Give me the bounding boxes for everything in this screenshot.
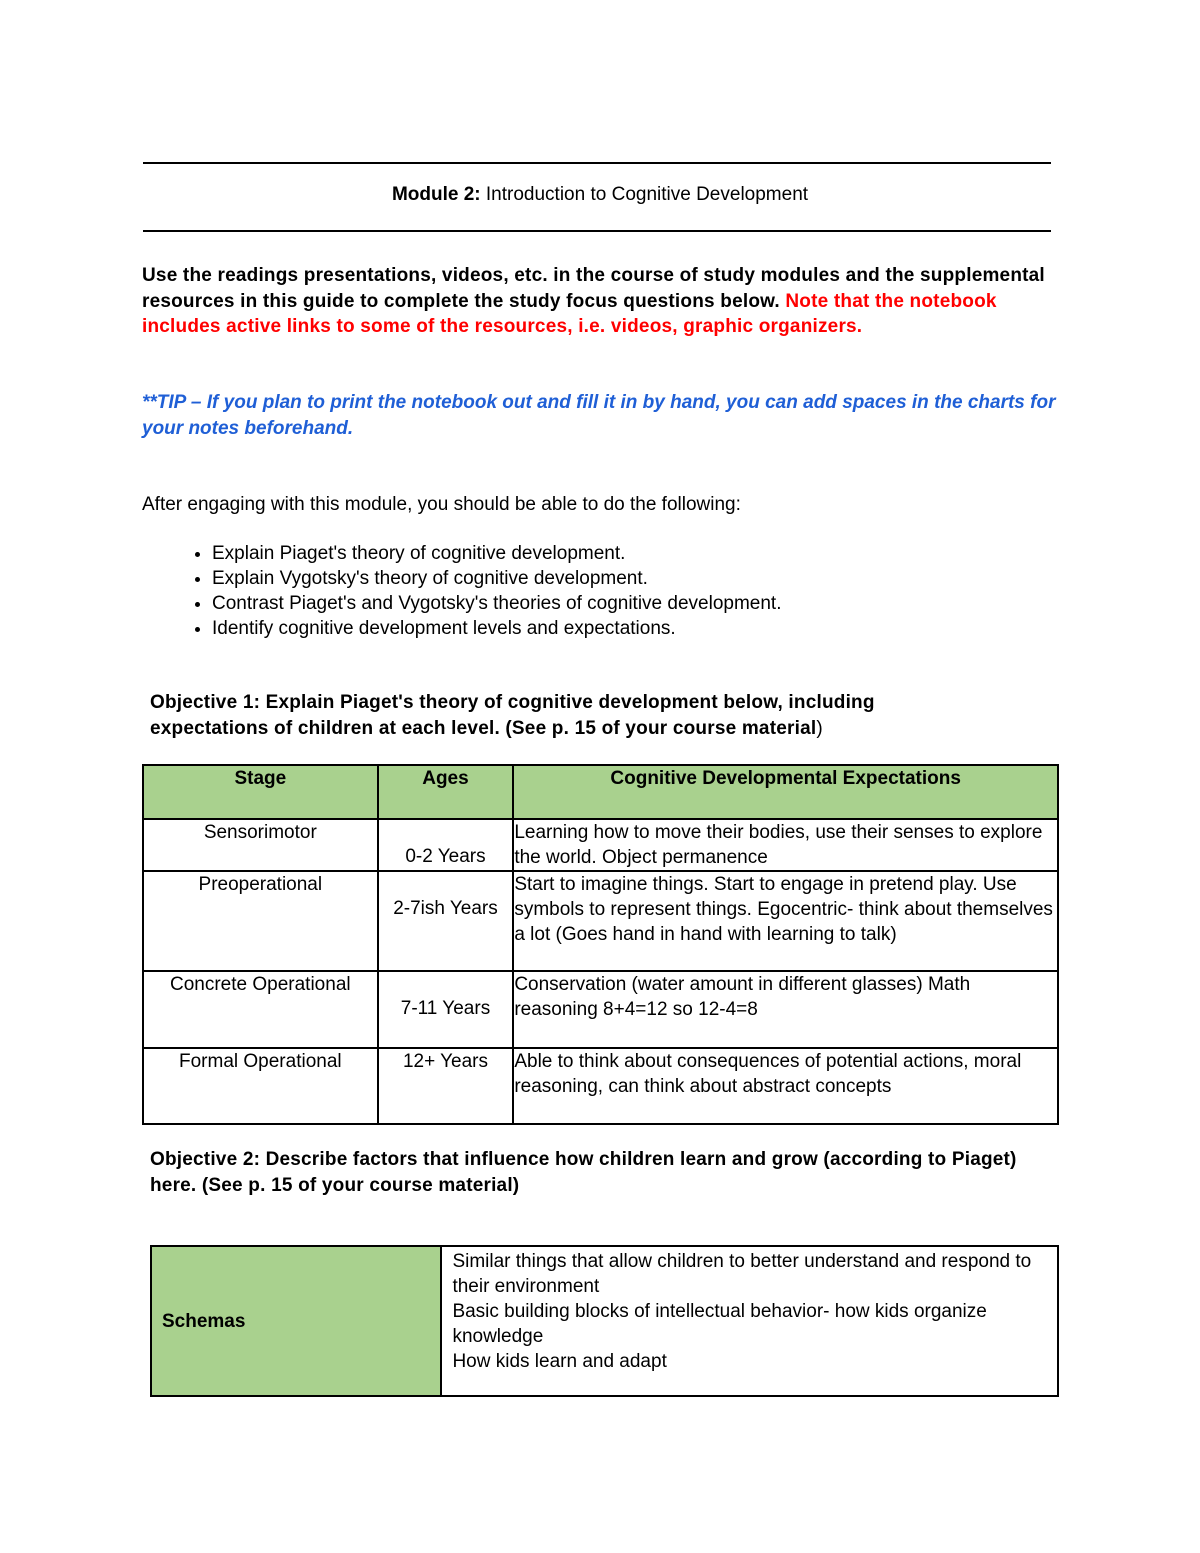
stage-cell: Preoperational: [143, 871, 378, 971]
objective2-heading: Objective 2: Describe factors that influence how children learn and grow (according to Piaget) here. (See p. 15 of your course material): [150, 1149, 1017, 1196]
col-header-ages: Ages: [378, 765, 514, 819]
instructions-text: Use the readings presentations, videos, etc. in the course of study modules and the supplemental resources in this guide to complete the study focus questions below.: [142, 265, 1045, 312]
table-row: [143, 819, 1058, 871]
outcomes-lead: After engaging with this module, you should be able to do the following:: [142, 494, 741, 515]
objective1-heading: [150, 690, 990, 741]
expectation-cell: Learning how to move their bodies, use their senses to explore the world. Object permanence: [513, 819, 1058, 871]
outcome-item: • Identify cognitive development levels and expectations.: [212, 616, 781, 641]
objective1-close: ): [816, 717, 823, 739]
age-cell: 12+ Years: [378, 1048, 514, 1124]
outcome-item: • Explain Piaget's theory of cognitive development.: [212, 541, 781, 566]
top-rule: [143, 162, 1051, 164]
stage-cell: Sensorimotor: [143, 819, 378, 871]
expectation-cell: Start to imagine things. Start to engage in pretend play. Use symbols to represent things. Egocentric- think about themselves a lot (Goes hand in hand with learning to talk): [513, 871, 1058, 971]
bottom-rule: [143, 230, 1051, 232]
outcome-item: • Explain Vygotsky's theory of cognitive development.: [212, 566, 781, 591]
factors-table: [150, 1245, 1059, 1397]
col-header-stage: Stage: [143, 765, 378, 819]
objective1-text: Objective 1: Explain Piaget's theory of cognitive development below, including expectations of children at each level. (See p. 15 of your course material: [150, 692, 875, 739]
stage-cell: Formal Operational: [143, 1048, 378, 1124]
note-text: Note that the notebook includes active links to some of the resources, i.e. videos, graphic organizers.: [142, 290, 997, 337]
table-header-row: [143, 765, 1058, 819]
expectation-cell: Able to think about consequences of potential actions, moral reasoning, can think about abstract concepts: [513, 1048, 1058, 1124]
description-line: Basic building blocks of intellectual behavior- how kids organize knowledge: [452, 1301, 987, 1347]
col-header-expectations: Cognitive Developmental Expectations: [513, 765, 1058, 819]
module-label: Module 2:: [391, 184, 481, 205]
outcomes-list: [178, 541, 781, 641]
factor-description: [441, 1246, 1058, 1396]
description-line: How kids learn and adapt: [452, 1351, 667, 1372]
age-cell: 2-7ish Years: [378, 871, 514, 971]
table-row: [151, 1246, 1058, 1396]
outcome-item: • Contrast Piaget's and Vygotsky's theories of cognitive development.: [212, 591, 781, 616]
stage-cell: Concrete Operational: [143, 971, 378, 1048]
age-cell: 0-2 Years: [378, 819, 514, 871]
instructions: [142, 263, 1057, 340]
factor-label: Schemas: [151, 1246, 441, 1396]
table-row: [143, 1048, 1058, 1124]
table-row: [143, 971, 1058, 1048]
module-heading: [0, 184, 1200, 206]
expectation-cell: Conservation (water amount in different glasses) Math reasoning 8+4=12 so 12-4=8: [513, 971, 1058, 1048]
piaget-stages-table: [142, 764, 1059, 1125]
module-title: Introduction to Cognitive Development: [485, 184, 809, 205]
table-row: [143, 871, 1058, 971]
tip-text: **TIP – If you plan to print the notebook out and fill it in by hand, you can add spaces in the charts for your notes beforehand.: [142, 392, 1056, 439]
description-line: Similar things that allow children to better understand and respond to their environment: [452, 1251, 1032, 1297]
age-cell: 7-11 Years: [378, 971, 514, 1048]
